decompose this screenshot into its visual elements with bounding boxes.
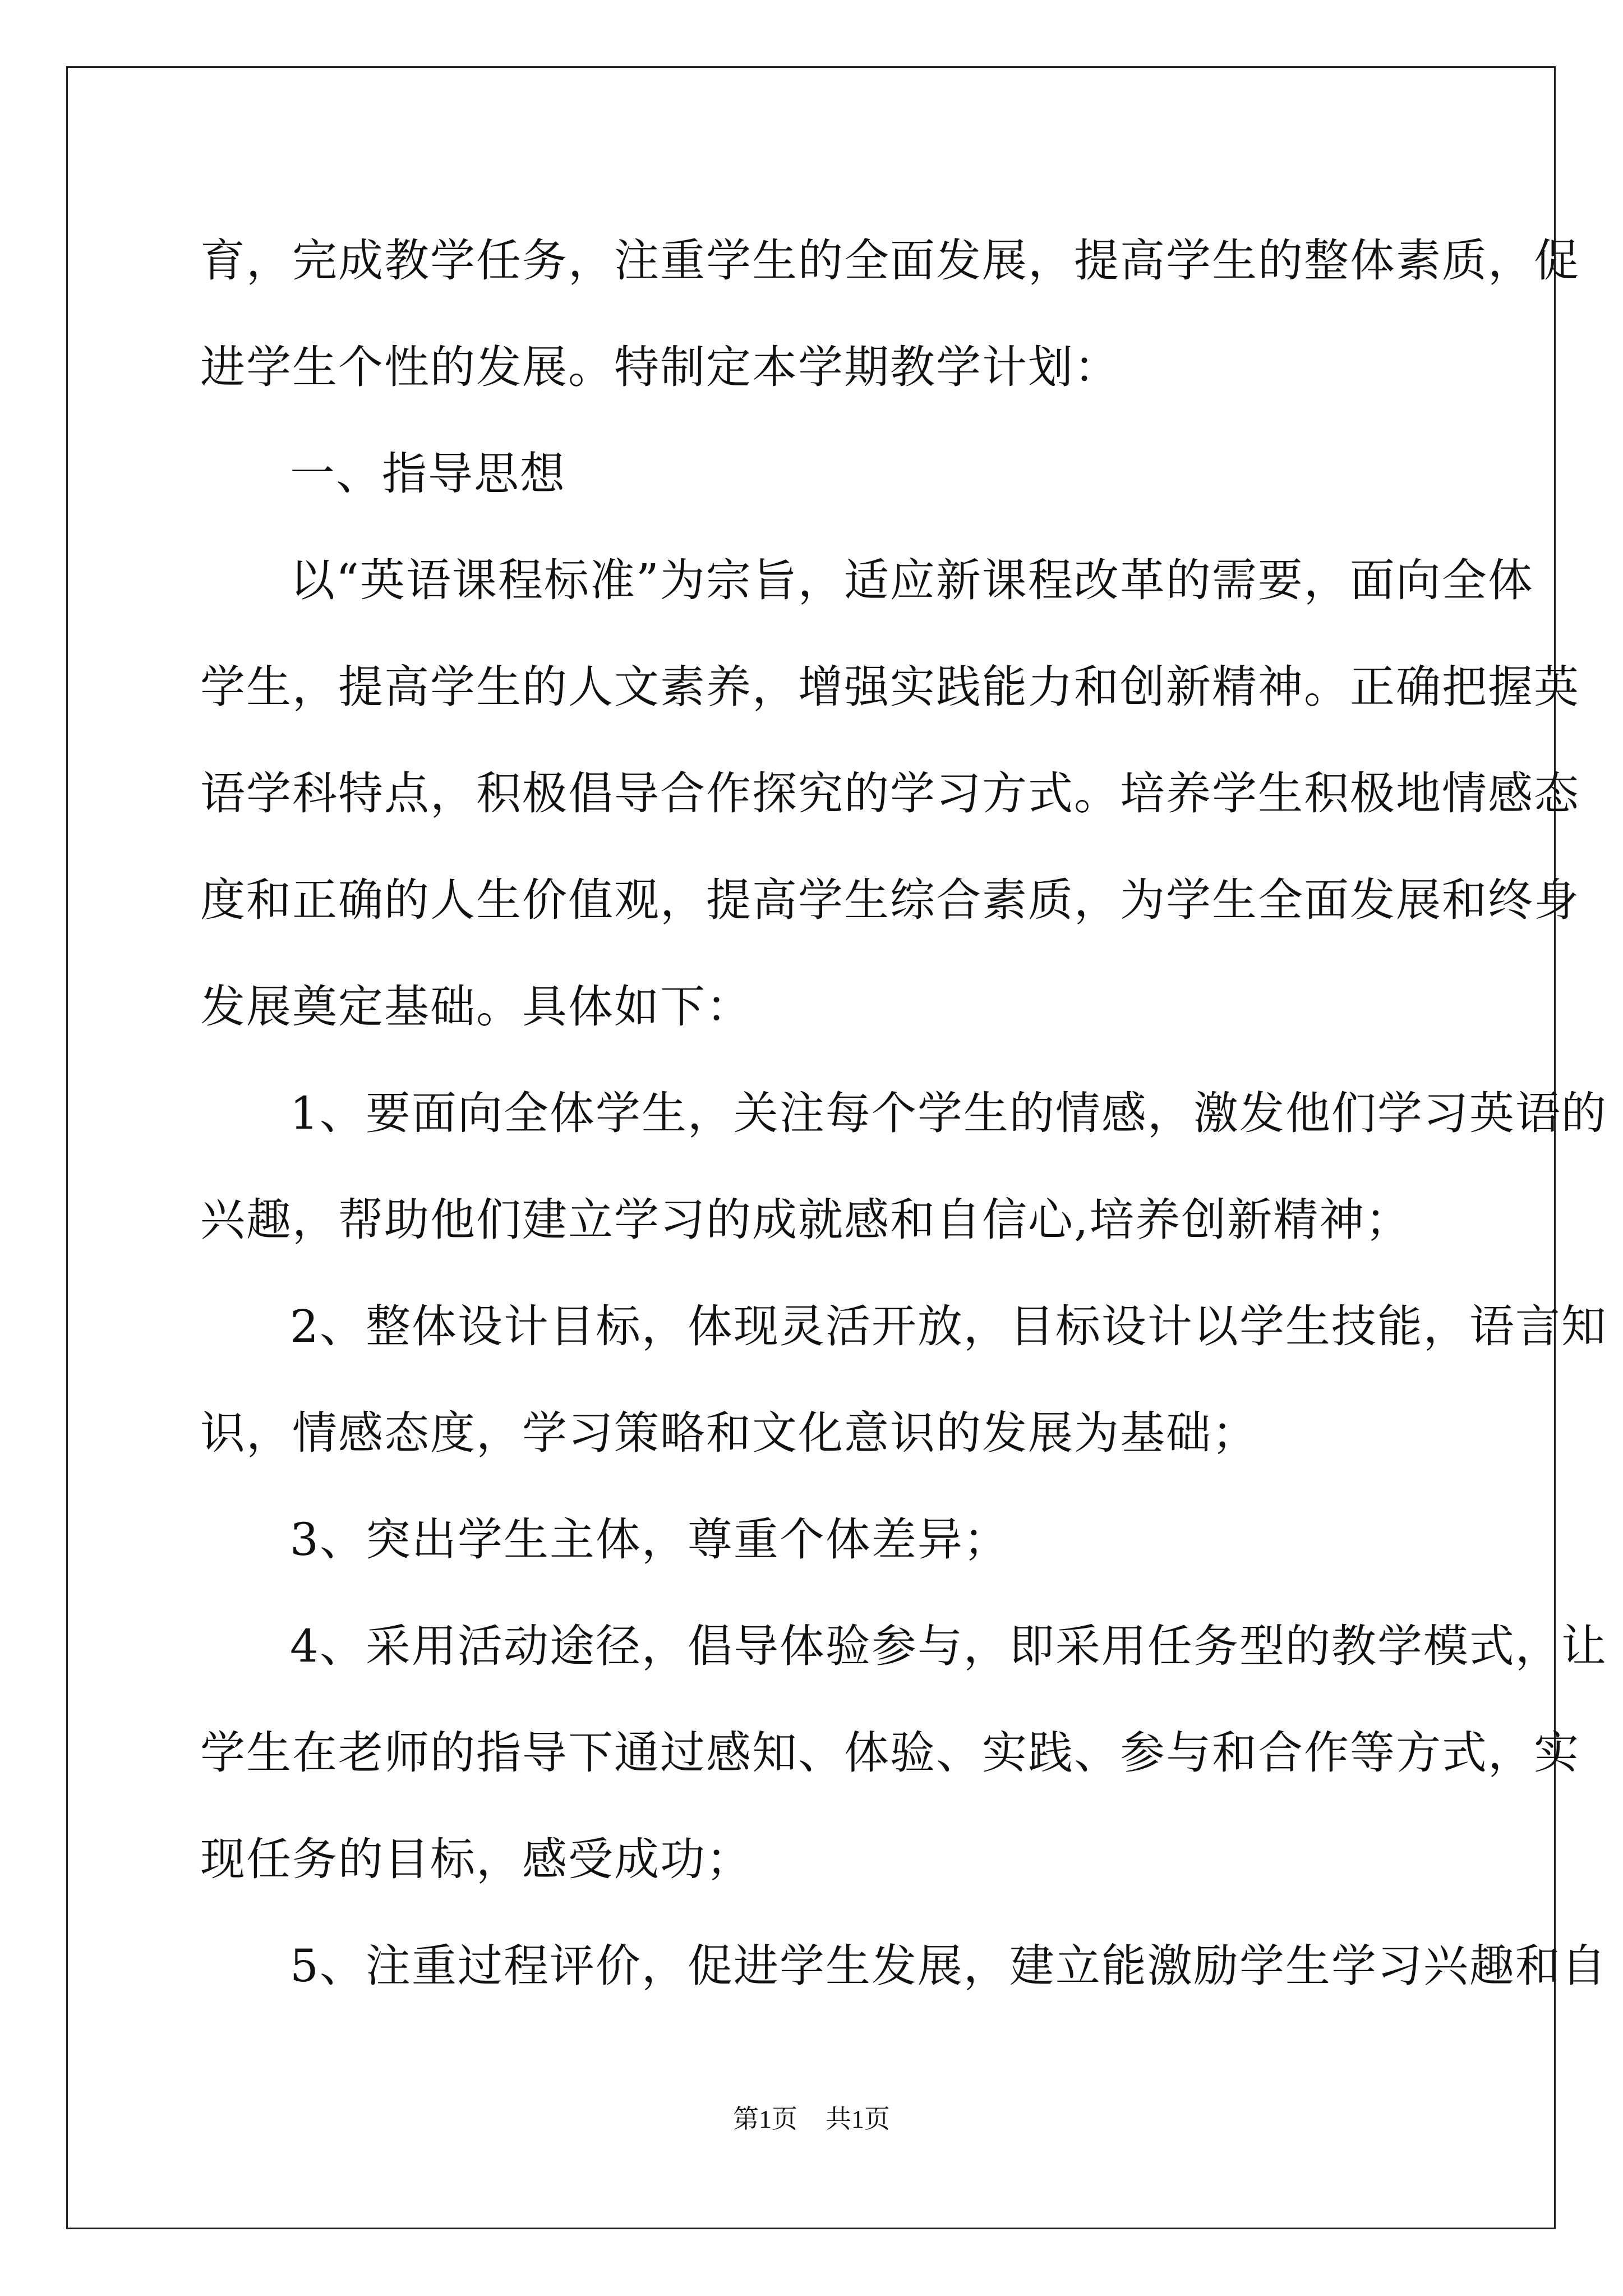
text-line: 学生，提高学生的人文素养，增强实践能力和创新精神。正确把握英 xyxy=(200,661,1580,713)
list-item-5: 5、注重过程评价，促进学生发展，建立能激励学生学习兴趣和自 xyxy=(290,1940,1607,1992)
text-line: 兴趣，帮助他们建立学习的成就感和自信心,培养创新精神； xyxy=(200,1194,1412,1246)
list-item-1: 1、要面向全体学生，关注每个学生的情感，激发他们学习英语的 xyxy=(290,1087,1607,1139)
section-heading: 一、指导思想 xyxy=(290,448,566,500)
text-line: 度和正确的人生价值观，提高学生综合素质，为学生全面发展和终身 xyxy=(200,874,1580,926)
list-item-3: 3、突出学生主体，尊重个体差异； xyxy=(290,1513,1009,1566)
text-line: 现任务的目标，感受成功； xyxy=(200,1833,752,1885)
text-line: 育，完成教学任务，注重学生的全面发展，提高学生的整体素质，促 xyxy=(200,234,1580,287)
text-line: 发展奠定基础。具体如下： xyxy=(200,981,752,1033)
page-number: 第1页 xyxy=(733,2105,797,2133)
page-total: 共1页 xyxy=(826,2105,890,2133)
text-line: 以“英语课程标准”为宗旨，适应新课程改革的需要，面向全体 xyxy=(290,554,1534,606)
list-item-2: 2、整体设计目标，体现灵活开放，目标设计以学生技能，语言知 xyxy=(290,1300,1607,1352)
text-line: 语学科特点，积极倡导合作探究的学习方式。培养学生积极地情感态 xyxy=(200,767,1580,820)
text-line: 识，情感态度，学习策略和文化意识的发展为基础； xyxy=(200,1407,1258,1459)
text-line: 学生在老师的指导下通过感知、体验、实践、参与和合作等方式，实 xyxy=(200,1727,1580,1779)
list-item-4: 4、采用活动途径，倡导体验参与，即采用任务型的教学模式，让 xyxy=(290,1620,1607,1672)
page-footer xyxy=(0,2102,1623,2136)
document-body xyxy=(200,208,1607,2019)
text-line: 进学生个性的发展。特制定本学期教学计划： xyxy=(200,341,1120,393)
